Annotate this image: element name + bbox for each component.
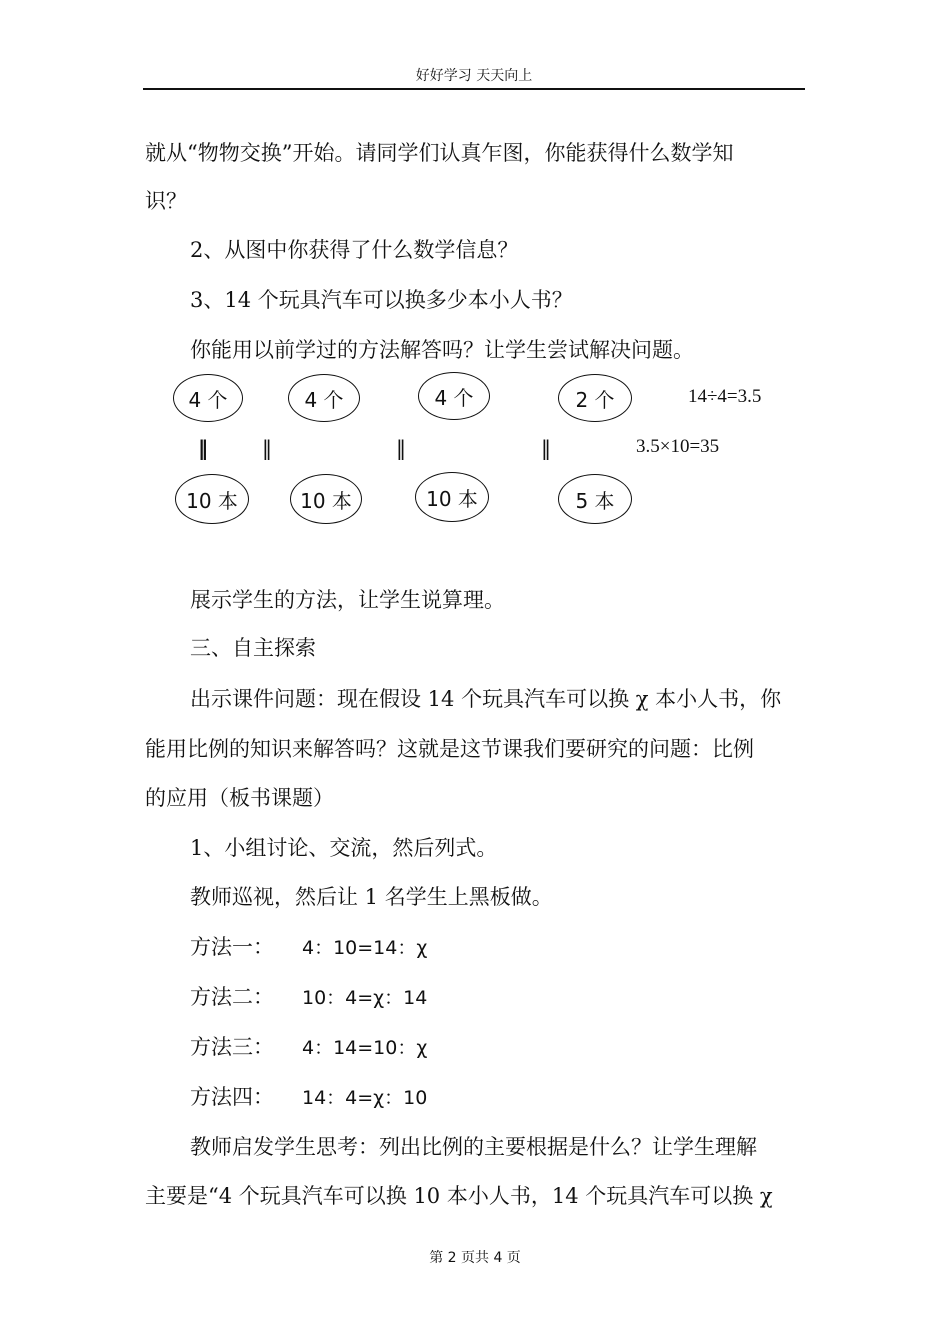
- paragraph-line: 主要是“4 个玩具汽车可以换 10 本小人书，14 个玩具汽车可以换 χ: [145, 1184, 773, 1208]
- paragraph-line: 教师巡视，然后让 1 名学生上黑板做。: [190, 885, 553, 909]
- page-header: 好好学习 天天向上: [143, 64, 805, 90]
- paragraph-line: 出示课件问题：现在假设 14 个玩具汽车可以换 χ 本小人书，你: [190, 687, 782, 711]
- oval-toys-2: 4 个: [288, 374, 360, 422]
- method-label: 方法二：: [190, 985, 274, 1009]
- oval-toys-4: 2 个: [558, 374, 632, 422]
- paragraph-line: 的应用（板书课题）: [145, 786, 334, 810]
- equals-connector: ‖: [198, 436, 208, 460]
- equals-connector: ‖: [541, 436, 551, 460]
- question-3: 3、14 个玩具汽车可以换多少本小人书？: [190, 288, 573, 312]
- method-label: 方法四：: [190, 1085, 274, 1109]
- question-2: 2、从图中你获得了什么数学信息？: [190, 238, 519, 262]
- method-expression: 4：10=14：χ: [302, 937, 428, 959]
- paragraph-line: 就从“物物交换”开始。请同学们认真乍图，你能获得什么数学知: [145, 141, 734, 165]
- equals-connector: ‖: [396, 436, 406, 460]
- page-footer: 第 2 页共 4 页: [429, 1250, 521, 1266]
- method-expression: 4：14=10：χ: [302, 1037, 428, 1059]
- equation-2: 3.5×10=35: [636, 436, 720, 457]
- oval-books-4: 5 本: [558, 474, 632, 524]
- equals-connector: ‖: [262, 436, 272, 460]
- paragraph-line: 教师启发学生思考：列出比例的主要根据是什么？让学生理解: [190, 1135, 757, 1159]
- method-prompt: 你能用以前学过的方法解答吗？让学生尝试解决问题。: [190, 338, 694, 362]
- oval-toys-1: 4 个: [173, 374, 243, 422]
- equation-1: 14÷4=3.5: [688, 386, 762, 407]
- paragraph-line: 识？: [145, 189, 187, 213]
- oval-toys-3: 4 个: [418, 372, 490, 420]
- oval-books-2: 10 本: [290, 474, 362, 524]
- method-expression: 14：4=χ：10: [302, 1087, 428, 1109]
- method-label: 方法一：: [190, 935, 274, 959]
- section-heading: 三、自主探索: [190, 636, 316, 660]
- step-1: 1、小组讨论、交流，然后列式。: [190, 836, 498, 860]
- paragraph-line: 展示学生的方法，让学生说算理。: [190, 588, 505, 612]
- method-expression: 10：4=χ：14: [302, 987, 428, 1009]
- paragraph-line: 能用比例的知识来解答吗？这就是这节课我们要研究的问题：比例: [145, 737, 754, 761]
- oval-books-3: 10 本: [415, 472, 489, 522]
- oval-books-1: 10 本: [175, 474, 249, 524]
- method-label: 方法三：: [190, 1035, 274, 1059]
